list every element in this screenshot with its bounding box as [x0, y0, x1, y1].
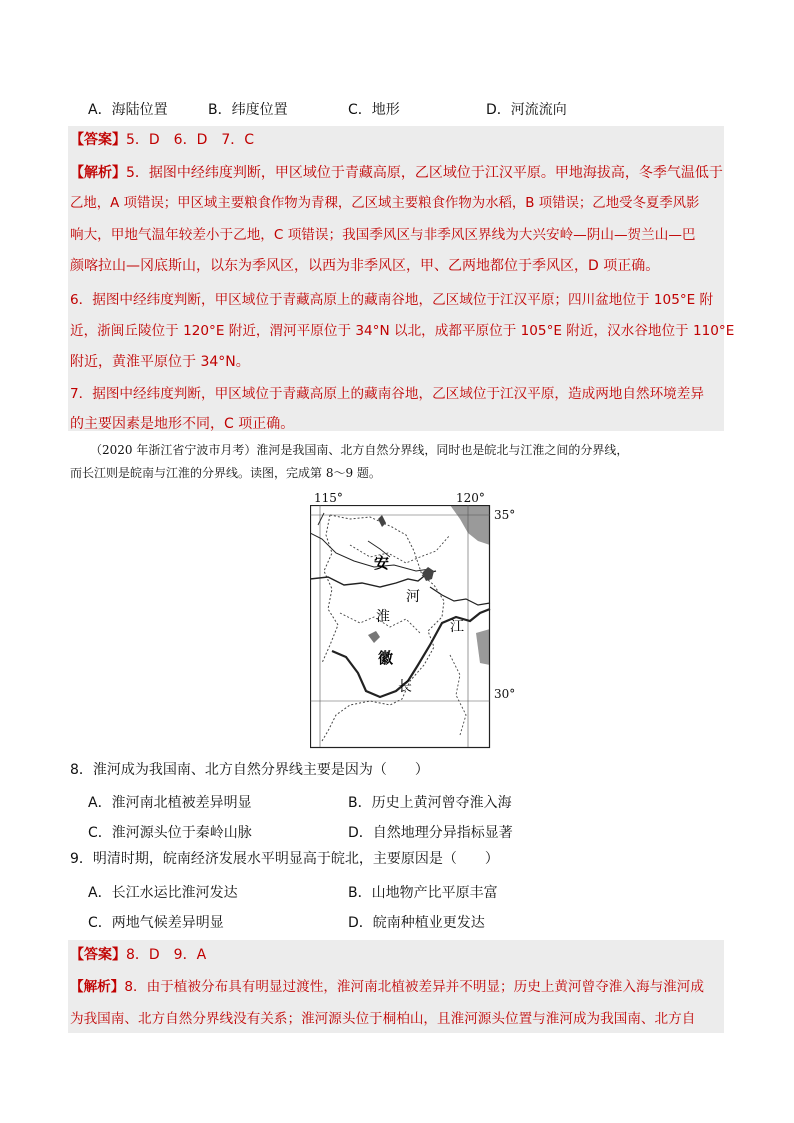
map-label-hui: 徽: [378, 649, 394, 667]
map-label-chang: 长: [398, 679, 412, 695]
province-boundary-west: [322, 515, 338, 663]
q9-stem: 9．明清时期，皖南经济发展水平明显高于皖北，主要原因是（ ）: [70, 851, 499, 867]
internal-boundary-1: [350, 535, 450, 563]
analysis-q6-line-2: 附近，黄淮平原位于 34°N。: [70, 354, 250, 370]
analysis-text: 8．由于植被分布具有明显过渡性，淮河南北植被差异并不明显；历史上黄河曾夺淮入海与淮河成: [124, 979, 704, 995]
map-label-huai: 淮: [376, 609, 390, 625]
q8-stem: 8．淮河成为我国南、北方自然分界线主要是因为（ ）: [70, 762, 429, 778]
q8-option-c: C．淮河源头位于秦岭山脉: [88, 825, 252, 841]
lake-hongze: [422, 567, 434, 581]
province-boundary-east: [322, 515, 444, 741]
analysis-1-line-3: 颜喀拉山—冈底斯山，以东为季风区，以西为非季风区，甲、乙两地都位于季风区，D 项正确。: [70, 258, 660, 274]
sea-area: [450, 505, 490, 545]
river-north: [310, 533, 430, 571]
lon-label-120: 120°: [456, 491, 485, 505]
lat-label-30: 30°: [494, 687, 516, 701]
answer-text: 8．D 9．A: [126, 947, 207, 963]
analysis-tag: 【解析】: [70, 165, 126, 181]
q8-option-a: A．淮河南北植被差异明显: [88, 795, 252, 811]
map-label-jiang: 江: [450, 619, 464, 635]
map-label-he: 河: [406, 589, 420, 605]
q7-option-d: D．河流流向: [486, 102, 567, 118]
q9-option-c: C．两地气候差异明显: [88, 915, 224, 931]
lake-chao: [368, 631, 380, 643]
map-label-an: 安: [374, 554, 390, 572]
q8-option-d: D．自然地理分异指标显著: [348, 825, 513, 841]
lon-label-115: 115°: [314, 491, 343, 505]
analysis-text: 5．据图中经纬度判断，甲区域位于青藏高原，乙区域位于江汉平原。甲地海拔高，冬季气温低于: [126, 165, 723, 181]
internal-boundary-3: [450, 655, 466, 735]
huai-river: [310, 571, 436, 587]
answer-text: 5．D 6．D 7．C: [126, 132, 255, 148]
q8-option-b: B．历史上黄河曾夺淮入海: [348, 795, 512, 811]
analysis-1-line-1: 乙地，A 项错误；甲区域主要粮食作物为青稞，乙区域主要粮食作物为水稻，B 项错误；乙地受冬夏季风影: [70, 196, 700, 211]
analysis-q7-line-1: 的主要因素是地形不同，C 项正确。: [70, 416, 295, 432]
q7-option-c: C．地形: [348, 102, 400, 118]
analysis-2-line-0: [70, 977, 704, 997]
analysis-2-line-1: 为我国南、北方自然分界线没有关系；淮河源头位于桐柏山，且淮河源头位置与淮河成为我国南、北方自: [70, 1011, 696, 1027]
analysis-1-line-0: [70, 163, 723, 183]
anhui-map: [310, 505, 530, 755]
intro-line-1: （2020 年浙江省宁波市月考）淮河是我国南、北方自然分界线，同时也是皖北与江淮之间的分界线，: [90, 443, 629, 457]
answer-tag: 【答案】: [70, 132, 126, 148]
q7-option-b: B．纬度位置: [208, 102, 288, 118]
coast-river: [430, 587, 490, 605]
lake-small: [378, 515, 386, 527]
analysis-q6-line-1: 近，浙闽丘陵位于 120°E 附近，渭河平原位于 34°N 以北，成都平原位于 105°E 附近，汉水谷地位于 110°E: [70, 323, 735, 339]
analysis-1-line-2: 响大，甲地气温年较差小于乙地，C 项错误；我国季风区与非季风区界线为大兴安岭—阴山—贺兰山—巴: [70, 227, 696, 243]
answer-2: [70, 945, 206, 965]
analysis-tag: 【解析】: [70, 979, 125, 995]
answer-1: [70, 130, 254, 150]
intro-line-2: 而长江则是皖南与江淮的分界线。读图，完成第 8～9 题。: [70, 466, 381, 480]
answer-tag: 【答案】: [70, 947, 126, 963]
q7-option-a: A．海陆位置: [88, 102, 168, 118]
q9-option-d: D．皖南种植业更发达: [348, 915, 485, 931]
analysis-q7-line-0: 7．据图中经纬度判断，甲区域位于青藏高原上的藏南谷地，乙区域位于江汉平原，造成两地自然环境差异: [70, 386, 704, 402]
analysis-q6-line-0: 6．据图中经纬度判断，甲区域位于青藏高原上的藏南谷地，乙区域位于江汉平原；四川盆地位于 105°E 附: [70, 292, 714, 308]
lat-label-35: 35°: [494, 508, 516, 522]
sea-area-east: [476, 629, 490, 665]
q9-option-a: A．长江水运比淮河发达: [88, 885, 238, 901]
q9-option-b: B．山地物产比平原丰富: [348, 885, 498, 901]
